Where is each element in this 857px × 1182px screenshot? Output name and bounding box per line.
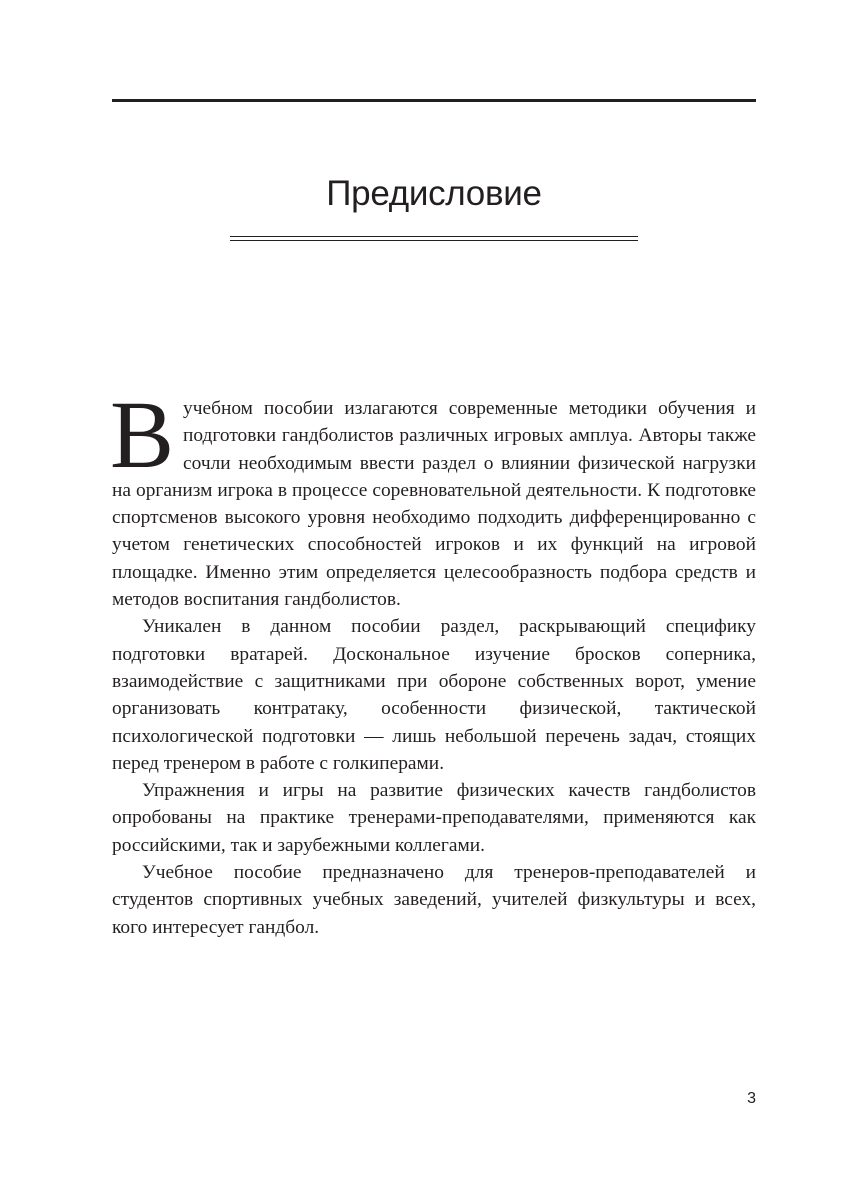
title-underline-top: [230, 236, 638, 237]
title-underline-bottom: [230, 240, 638, 241]
chapter-title: Предисловие: [326, 174, 542, 213]
top-rule: [112, 99, 756, 102]
paragraph-3: Упражнения и игры на развитие физических качеств гандболистов опробованы на практике тренерами-преподавателями, применяются как российскими, так и зарубежными коллегами.: [112, 780, 756, 856]
paragraph-1: [110, 381, 756, 613]
page-number: 3: [747, 1090, 756, 1107]
paragraph-4: Учебное пособие предназначено для тренеров-преподавателей и студентов спортивных учебных заведений, учителей физкультуры и всех, кого интересует гандбол.: [112, 862, 756, 938]
paragraph-1-text: учебном пособии излагаются современные методики обучения и подготовки гандболистов различных игровых амплуа. Авторы также сочли необходимым ввести раздел о влиянии физической нагрузки на организм игрока в процессе соревновательной деятельности. К подготовке спортсменов высокого уровня необходимо подходить дифференцированно с учетом генетических способностей игроков и их функций на игровой площадке. Именно этим определяется целесообразность подбора средств и методов воспитания гандболистов.: [112, 398, 756, 611]
preface-body: [110, 381, 756, 941]
drop-cap: В: [110, 381, 175, 488]
paragraph-2: Уникален в данном пособии раздел, раскрывающий специфику подготовки вратарей. Доскональное изучение бросков соперника, взаимодействие с защитниками при обороне собственных ворот, умение организовать контратаку, особенности физической, тактической психологической подготовки — лишь небольшой перечень задач, стоящих перед тренером в работе с голкиперами.: [112, 616, 756, 774]
